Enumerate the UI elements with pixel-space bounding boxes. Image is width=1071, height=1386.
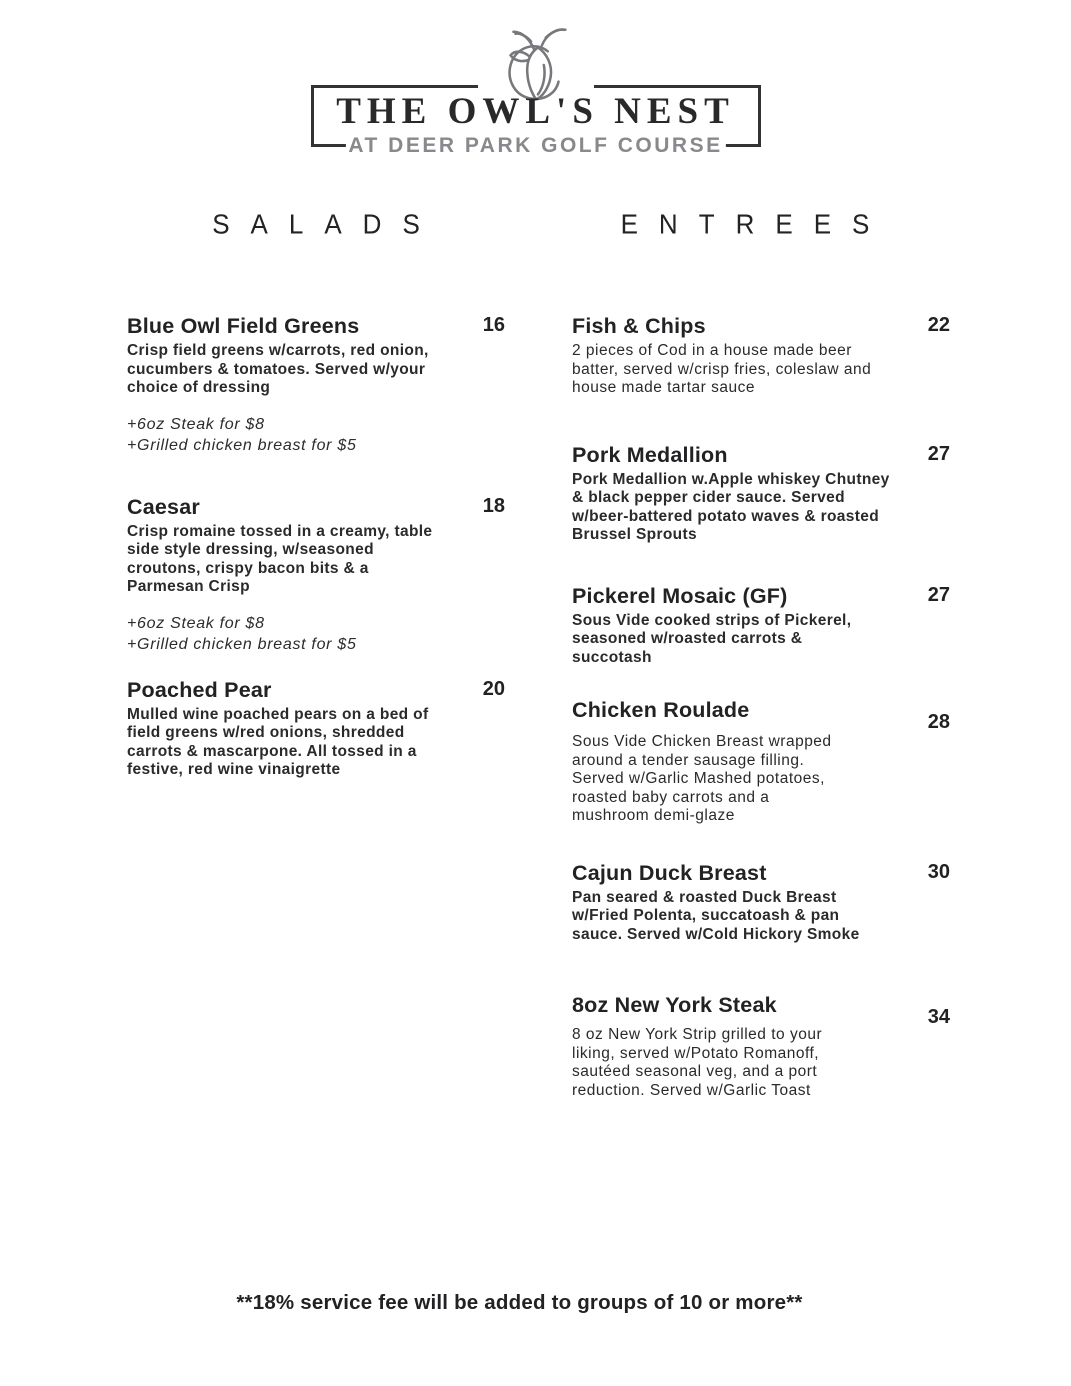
item-description: Sous Vide cooked strips of Pickerel, seasoned w/roasted carrots & succotash [572, 611, 852, 666]
item-description: 2 pieces of Cod in a house made beer batter, served w/crisp fries, coleslaw and house made tartar sauce [572, 342, 872, 396]
item-description: Crisp field greens w/carrots, red onion, cucumbers & tomatoes. Served w/your choice of dressing [127, 342, 429, 396]
item-price: 16 [482, 314, 505, 336]
item-title-row [572, 860, 950, 886]
salads-column [127, 208, 505, 780]
item-title-row [572, 313, 950, 339]
addon-line: +Grilled chicken breast for $5 [127, 436, 357, 454]
item-name: Pickerel Mosaic (GF) [572, 583, 788, 608]
item-description: Pan seared & roasted Duck Breast w/Fried Polenta, succatoash & pan sauce. Served w/Cold Hickory Smoke [572, 888, 860, 943]
item-name: Fish & Chips [572, 314, 706, 338]
item-title-row [127, 677, 505, 703]
item-description: Crisp romaine tossed in a creamy, table side style dressing, w/seasoned croutons, crispy bacon bits & a Parmesan Crisp [127, 522, 433, 595]
item-price: 18 [482, 494, 505, 517]
item-price: 28 [927, 711, 950, 733]
menu-item-poached-pear [127, 677, 505, 780]
restaurant-name: THE OWL'S NEST [336, 91, 735, 132]
service-fee-note: **18% service fee will be added to groups of 10 or more** [236, 1291, 803, 1314]
section-title-entrees: ENTREES [620, 208, 891, 240]
menu-item-pickerel-mosaic [572, 583, 950, 668]
addon-line: +Grilled chicken breast for $5 [127, 635, 357, 653]
menu-item-cajun-duck-breast [572, 860, 950, 945]
item-description: 8 oz New York Strip grilled to your liking, served w/Potato Romanoff, sautéed seasonal veg, and a port reduction. Served w/Garlic Toast [572, 1026, 823, 1099]
item-name: 8oz New York Steak [572, 993, 777, 1017]
item-title-row [572, 442, 950, 468]
item-description: Mulled wine poached pears on a bed of field greens w/red onions, shredded carrots & mascarpone. All tossed in a festive, red wine vinaigrette [127, 705, 429, 778]
menu-item-fish-and-chips [572, 313, 950, 398]
addon-line: +6oz Steak for $8 [127, 614, 265, 632]
item-title-row [127, 313, 505, 339]
item-price: 22 [927, 314, 950, 336]
item-title-row [572, 697, 950, 733]
addon-line: +6oz Steak for $8 [127, 415, 265, 433]
menu-item-8oz-new-york-steak [572, 992, 950, 1100]
item-price: 20 [482, 677, 505, 700]
item-price: 34 [927, 1006, 950, 1028]
item-description: Pork Medallion w.Apple whiskey Chutney & black pepper cider sauce. Served w/beer-battered potato waves & roasted Brussel Sprouts [572, 470, 890, 543]
item-addons [127, 613, 505, 655]
menu-item-blue-owl-field-greens [127, 313, 505, 456]
item-description: Sous Vide Chicken Breast wrapped around a tender sausage filling. Served w/Garlic Mashed potatoes, roasted baby carrots and a mushroom demi-glaze [572, 733, 832, 824]
item-price: 27 [927, 583, 950, 606]
menu-item-caesar [127, 494, 505, 655]
item-price: 30 [927, 860, 950, 883]
section-title-salads: SALADS [212, 208, 441, 240]
restaurant-logo [311, 85, 761, 157]
menu-item-pork-medallion [572, 442, 950, 545]
item-price: 27 [927, 442, 950, 465]
item-title-row [572, 583, 950, 609]
item-name: Poached Pear [127, 677, 272, 702]
item-title-row [572, 992, 950, 1028]
item-title-row [127, 494, 505, 520]
item-name: Blue Owl Field Greens [127, 314, 360, 338]
item-name: Cajun Duck Breast [572, 860, 767, 885]
item-name: Pork Medallion [572, 442, 728, 467]
item-name: Caesar [127, 494, 200, 519]
item-addons [127, 414, 505, 456]
menu-item-chicken-roulade [572, 697, 950, 826]
item-name: Chicken Roulade [572, 698, 750, 722]
entrees-column [572, 208, 950, 1100]
restaurant-tagline: AT DEER PARK GOLF COURSE [345, 134, 725, 158]
